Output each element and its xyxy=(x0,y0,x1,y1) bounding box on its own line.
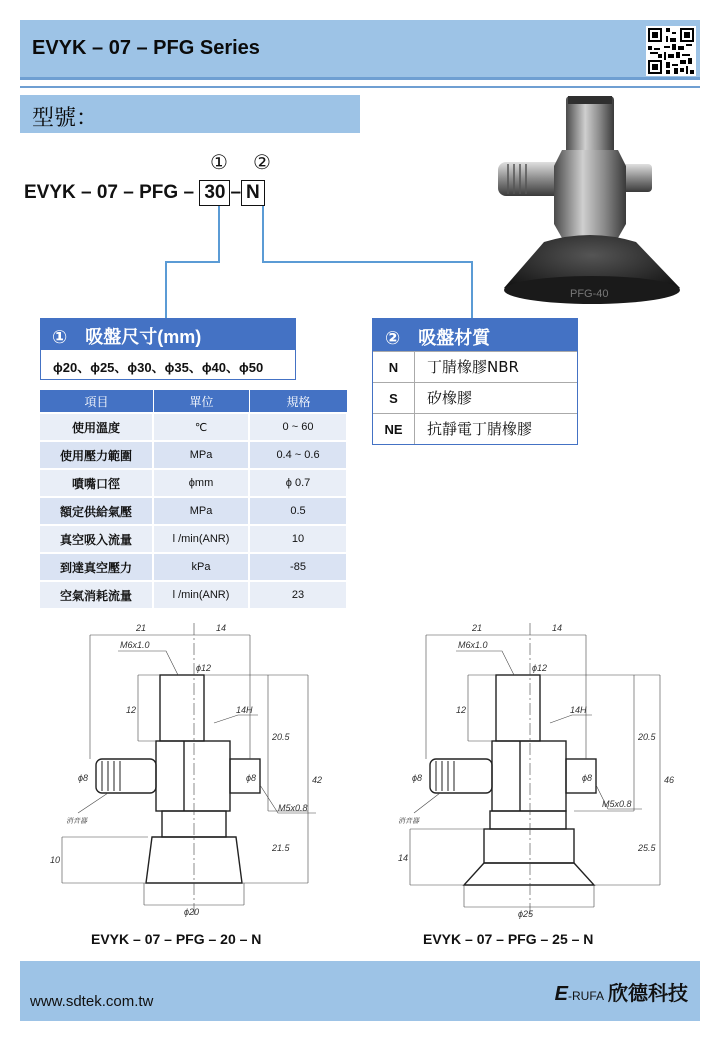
marker-1: ① xyxy=(210,152,228,174)
dim-42: 42 xyxy=(312,775,323,785)
material-table-header xyxy=(373,319,577,351)
dim-thread: M6x1.0 xyxy=(458,640,488,650)
spec-value: 23 xyxy=(250,582,348,608)
size-table-marker: ① xyxy=(52,327,68,347)
dim-phi8-left: ϕ8 xyxy=(412,773,423,783)
spec-value: 10 xyxy=(250,526,348,552)
model-code-prefix: EVYK – 07 – PFG – xyxy=(24,182,195,203)
dim-21: 21 xyxy=(472,623,483,633)
material-code: S xyxy=(373,383,415,413)
spec-unit: ℃ xyxy=(154,414,250,440)
brand-logo xyxy=(555,977,688,1006)
spec-item: 額定供給氣壓 xyxy=(40,498,154,524)
spec-value: 0.5 xyxy=(250,498,348,524)
size-table xyxy=(40,318,296,380)
table-row xyxy=(40,554,348,580)
material-table-marker: ② xyxy=(385,328,401,348)
spec-item: 到達真空壓力 xyxy=(40,554,154,580)
dim-14: 14 xyxy=(216,623,227,633)
dim-20-5: 20.5 xyxy=(272,732,290,742)
material-name: 矽橡膠 xyxy=(427,389,473,407)
table-row xyxy=(40,498,348,524)
dim-phi8-right: ϕ8 xyxy=(246,773,257,783)
material-name: 抗靜電丁腈橡膠 xyxy=(427,420,533,438)
drawing-pfg-20 xyxy=(38,615,338,925)
size-code-box: 30 xyxy=(199,180,230,206)
table-row xyxy=(40,470,348,496)
dim-m5: M5x0.8 xyxy=(278,803,308,813)
spec-item: 真空吸入流量 xyxy=(40,526,154,552)
spec-unit: MPa xyxy=(154,442,250,468)
footer-url[interactable]: www.sdtek.com.tw xyxy=(30,993,154,1010)
dim-21: 21 xyxy=(136,623,147,633)
material-row xyxy=(373,351,577,382)
table-row xyxy=(40,442,348,468)
dim-10: 10 xyxy=(50,855,61,865)
spec-value: -85 xyxy=(250,554,348,580)
connector-material xyxy=(263,206,472,318)
material-table-title: 吸盤材質 xyxy=(418,328,491,348)
product-photo xyxy=(484,92,694,312)
spec-table-header xyxy=(40,390,348,412)
brand-rufa: -RUFA xyxy=(568,989,604,1003)
material-name: 丁腈橡膠NBR xyxy=(427,358,519,376)
dim-phi8-right: ϕ8 xyxy=(582,773,593,783)
spec-header-item: 項目 xyxy=(40,390,154,412)
dim-muffler: 消音器 xyxy=(398,818,419,825)
dim-dia-top: ϕ12 xyxy=(196,663,212,673)
spec-header-unit: 單位 xyxy=(154,390,250,412)
brand-e: E xyxy=(554,983,568,1005)
dim-phi8-left: ϕ8 xyxy=(78,773,89,783)
dim-14-left: 14 xyxy=(398,853,409,863)
dim-m5: M5x0.8 xyxy=(602,799,632,809)
material-code: N xyxy=(373,352,415,382)
size-table-header xyxy=(40,318,296,350)
dim-46: 46 xyxy=(664,775,675,785)
table-row xyxy=(40,582,348,608)
material-row xyxy=(373,382,577,413)
marker-2: ② xyxy=(253,152,271,174)
dim-hex: 14H xyxy=(236,705,253,715)
model-heading: 型號： xyxy=(32,106,99,131)
spec-value: ϕ 0.7 xyxy=(250,470,348,496)
photo-label: PFG-40 xyxy=(570,288,609,300)
table-row xyxy=(40,526,348,552)
dim-phi20: ϕ20 xyxy=(184,907,200,917)
spec-unit: MPa xyxy=(154,498,250,524)
spec-unit: kPa xyxy=(154,554,250,580)
size-table-values: ϕ20、ϕ25、ϕ30、ϕ35、ϕ40、ϕ50 xyxy=(40,350,296,380)
dim-phi25: ϕ25 xyxy=(518,909,534,919)
dim-muffler: 消音器 xyxy=(66,818,87,825)
dim-hex: 14H xyxy=(570,705,587,715)
material-row xyxy=(373,413,577,444)
spec-item: 空氣消耗流量 xyxy=(40,582,154,608)
spec-unit: ϕmm xyxy=(154,470,250,496)
caption-pfg-25: EVYK – 07 – PFG – 25 – N xyxy=(423,931,594,947)
spec-item: 使用壓力範圍 xyxy=(40,442,154,468)
spec-table xyxy=(40,388,348,610)
table-row xyxy=(40,414,348,440)
spec-value: 0 ~ 60 xyxy=(250,414,348,440)
dim-20-5: 20.5 xyxy=(638,732,656,742)
size-table-title: 吸盤尺寸(mm) xyxy=(85,327,202,347)
drawing-pfg-25 xyxy=(380,615,690,925)
brand-name: 欣德科技 xyxy=(608,983,688,1005)
dim-dia-top: ϕ12 xyxy=(532,663,548,673)
page-footer xyxy=(20,961,700,1021)
spec-value: 0.4 ~ 0.6 xyxy=(250,442,348,468)
dim-thread: M6x1.0 xyxy=(120,640,150,650)
material-code: NE xyxy=(373,414,415,444)
material-code-box: N xyxy=(241,180,265,206)
dim-21-5: 21.5 xyxy=(272,843,290,853)
material-table xyxy=(372,318,578,445)
spec-header-value: 規格 xyxy=(250,390,348,412)
spec-item: 使用溫度 xyxy=(40,414,154,440)
spec-item: 噴嘴口徑 xyxy=(40,470,154,496)
dim-h12: 12 xyxy=(456,705,467,715)
spec-unit: l /min(ANR) xyxy=(154,526,250,552)
caption-pfg-20: EVYK – 07 – PFG – 20 – N xyxy=(91,931,262,947)
dim-h12: 12 xyxy=(126,705,137,715)
dim-25-5: 25.5 xyxy=(638,843,656,853)
page-title: EVYK – 07 – PFG Series xyxy=(32,37,260,59)
dim-14: 14 xyxy=(552,623,563,633)
model-code-dash: – xyxy=(230,182,242,203)
connector-size xyxy=(166,206,219,318)
spec-unit: l /min(ANR) xyxy=(154,582,250,608)
